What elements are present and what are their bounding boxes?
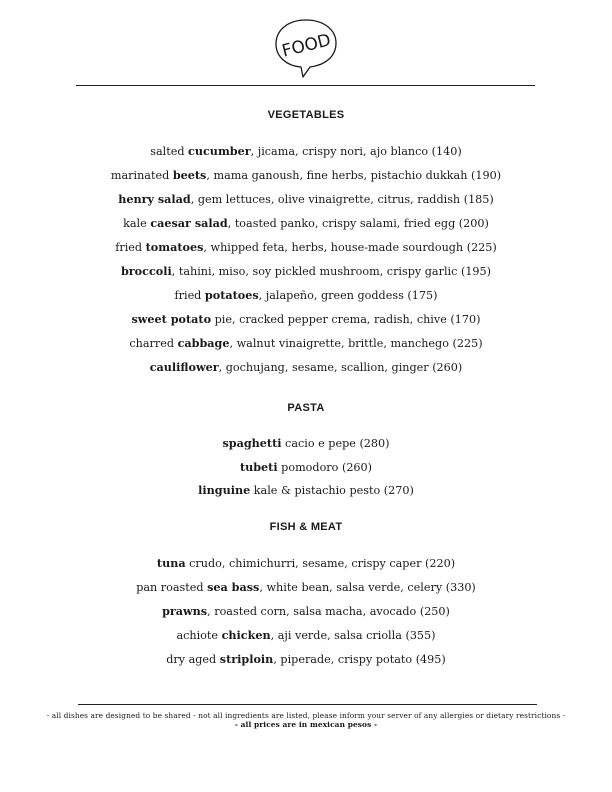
item-description: cacio e pepe	[281, 437, 356, 450]
item-price: (495)	[415, 653, 446, 666]
item-price: (330)	[445, 581, 476, 594]
item-description: , piperade, crispy potato	[273, 653, 413, 666]
menu-item	[0, 580, 612, 595]
item-description: kale & pistachio pesto	[250, 484, 381, 497]
item-description: crudo, chimichurri, sesame, crispy caper	[185, 557, 422, 570]
item-name: sweet potato	[131, 312, 212, 326]
menu-item	[0, 288, 612, 303]
item-name: sea bass	[207, 580, 260, 594]
item-prefix: fried	[174, 289, 205, 302]
item-name: potatoes	[204, 288, 259, 302]
item-name: beets	[172, 168, 207, 182]
item-price: (250)	[419, 605, 450, 618]
item-price: (260)	[432, 361, 463, 374]
item-name: linguine	[198, 483, 251, 497]
item-name: cabbage	[177, 336, 230, 350]
menu-item	[0, 460, 612, 475]
item-description: , tahini, miso, soy pickled mushroom, crispy garlic	[171, 265, 458, 278]
item-name: tuna	[156, 556, 186, 570]
menu-item	[0, 168, 612, 183]
item-prefix: fried	[115, 241, 146, 254]
item-description: , jicama, crispy nori, ajo blanco	[250, 145, 429, 158]
menu-item	[0, 264, 612, 279]
item-description: , gem lettuces, olive vinaigrette, citrus, raddish	[190, 193, 461, 206]
item-description: , jalapeño, green goddess	[258, 289, 404, 302]
item-prefix: achiote	[176, 629, 222, 642]
item-description: , toasted panko, crispy salami, fried egg	[227, 217, 456, 230]
item-prefix: pan roasted	[136, 581, 208, 594]
item-description: pomodoro	[277, 460, 339, 474]
item-description: pie, cracked pepper crema, radish, chive	[211, 313, 447, 326]
top-divider	[76, 85, 535, 86]
bottom-divider	[78, 704, 537, 705]
item-prefix: dry aged	[166, 653, 220, 666]
item-name: henry salad	[118, 192, 191, 206]
item-price: (195)	[460, 265, 492, 278]
item-description: , aji verde, salsa criolla	[270, 629, 402, 642]
item-description: , gochujang, sesame, scallion, ginger	[218, 361, 429, 374]
item-price: (170)	[450, 313, 481, 326]
item-description: , white bean, salsa verde, celery	[259, 581, 443, 594]
item-name: broccoli	[120, 264, 172, 278]
section-heading-fish-meat: FISH & MEAT	[269, 521, 343, 533]
item-price: (225)	[452, 337, 483, 350]
item-price: (270)	[383, 484, 414, 497]
item-price: (260)	[341, 460, 373, 474]
item-name: prawns	[162, 604, 208, 618]
menu-item	[0, 604, 612, 619]
menu-item	[0, 628, 612, 643]
item-price: (200)	[458, 217, 489, 230]
speech-bubble-logo-icon	[270, 16, 342, 80]
item-price: (185)	[463, 193, 494, 206]
item-description: , mama ganoush, fine herbs, pistachio dukkah	[206, 169, 468, 182]
item-name: tomatoes	[145, 240, 204, 254]
menu-item	[0, 652, 612, 667]
menu-item	[0, 483, 612, 498]
item-prefix: marinated	[110, 169, 173, 182]
item-name: caesar salad	[150, 216, 228, 230]
item-price: (225)	[466, 241, 497, 254]
item-description: , walnut vinaigrette, brittle, manchego	[229, 337, 449, 350]
item-price: (175)	[407, 289, 438, 302]
item-name: striploin	[219, 652, 274, 666]
menu-item	[0, 192, 612, 207]
item-name: chicken	[221, 628, 271, 642]
menu-item	[0, 144, 612, 159]
item-name: cucumber	[188, 144, 251, 158]
food-logo	[270, 16, 342, 80]
section-heading-pasta: PASTA	[287, 402, 325, 414]
item-name: tubeti	[239, 459, 278, 474]
menu-item	[0, 336, 612, 351]
footer-prices-note: - all prices are in mexican pesos -	[234, 720, 378, 729]
menu-item	[0, 216, 612, 231]
logo-text: FOOD	[279, 30, 333, 62]
item-price: (190)	[471, 169, 502, 182]
item-description: , roasted corn, salsa macha, avocado	[207, 605, 417, 618]
menu-item	[0, 360, 612, 375]
menu-item	[0, 556, 612, 571]
section-heading-vegetables: VEGETABLES	[267, 109, 345, 121]
footer-note: - all dishes are designed to be shared - not all ingredients are listed, please inform your server of any allergies or dietary restrictions -	[46, 711, 566, 720]
item-name: cauliflower	[149, 360, 219, 374]
item-prefix: charred	[129, 337, 178, 350]
item-price: (355)	[405, 629, 436, 642]
item-prefix: kale	[123, 217, 151, 230]
item-price: (280)	[359, 437, 390, 450]
item-price: (220)	[425, 557, 456, 570]
item-description: , whipped feta, herbs, house-made sourdough	[203, 241, 464, 254]
menu-item	[0, 436, 612, 451]
menu-item	[0, 240, 612, 255]
menu-item	[0, 312, 612, 327]
item-price: (140)	[431, 145, 462, 158]
item-prefix: salted	[150, 145, 189, 158]
item-name: spaghetti	[222, 436, 282, 450]
